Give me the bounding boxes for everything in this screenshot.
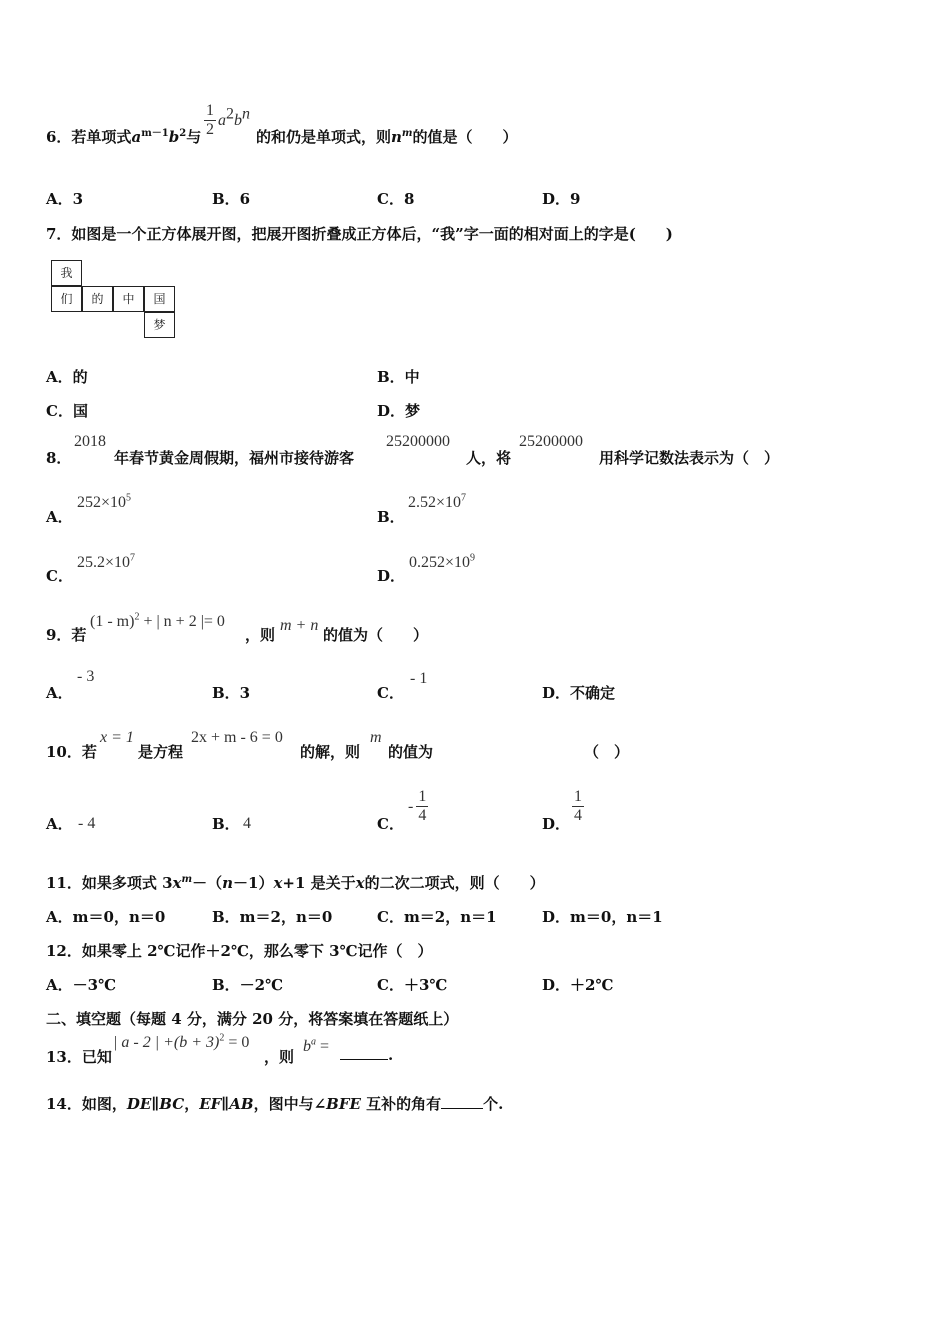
q10-option-b-value[interactable]: 4 bbox=[243, 815, 251, 832]
q9-expression: (1 - m)$^2$ + | n + 2 |= 0 bbox=[90, 611, 225, 630]
q6-stem: 6．若单项式$a^{m-1}b^2$与 bbox=[46, 128, 202, 146]
q7-option-b[interactable]: B．中 bbox=[377, 368, 420, 386]
q10-var: m bbox=[370, 729, 382, 746]
q12-option-c[interactable]: C．＋3℃ bbox=[377, 976, 448, 994]
q8-text-3: 用科学记数法表示为（ ） bbox=[599, 449, 780, 467]
q9-option-c-value[interactable]: - 1 bbox=[410, 670, 428, 687]
q6-stem-tail: 的和仍是单项式，则$n^m$的值是（ ） bbox=[256, 128, 518, 146]
q12-stem: 12．如果零上 2℃记作＋2℃，那么零下 3℃记作（ ） bbox=[46, 942, 433, 960]
q9-option-a-value[interactable]: - 3 bbox=[77, 668, 95, 685]
q8-year: 2018 bbox=[74, 433, 106, 450]
q8-option-a-value[interactable]: $252\times 10^5$ bbox=[77, 492, 132, 511]
q8-text-1: 年春节黄金周假期，福州市接待游客 bbox=[114, 449, 355, 467]
q8-option-d-label[interactable]: D． bbox=[377, 567, 406, 585]
q8-option-d-value[interactable]: $0.252\times 10^9$ bbox=[409, 552, 476, 571]
q14-answer-blank[interactable] bbox=[441, 1096, 483, 1109]
q10-option-b-label[interactable]: B． bbox=[212, 815, 240, 833]
q10-option-c-value[interactable]: - $\frac{1}{4}$ bbox=[408, 788, 427, 824]
q9-option-b[interactable]: B．3 bbox=[212, 684, 251, 702]
q10-option-d-label[interactable]: D． bbox=[542, 815, 571, 833]
q12-option-a[interactable]: A．－3℃ bbox=[46, 976, 117, 994]
q9-end: 的值为（ ） bbox=[323, 626, 429, 644]
cube-face-wo: 我 bbox=[51, 260, 82, 286]
q10-option-a-value[interactable]: - 4 bbox=[78, 815, 96, 832]
q8-option-c-value[interactable]: $25.2\times 10^7$ bbox=[77, 552, 136, 571]
q10-expression-2: 2x + m - 6 = 0 bbox=[191, 729, 283, 746]
section-title-fill-in: 二、填空题（每题 4 分，满分 20 分，将答案填在答题纸上） bbox=[46, 1010, 459, 1028]
q9-option-d[interactable]: D．不确定 bbox=[542, 684, 616, 702]
q10-option-c-label[interactable]: C． bbox=[377, 815, 404, 833]
q10-option-a-label[interactable]: A． bbox=[46, 815, 73, 833]
q13-answer-blank[interactable]: . bbox=[340, 1046, 393, 1064]
q14-stem: 14．如图，DE∥BC，EF∥AB，图中与∠BFE 互补的角有 个. bbox=[46, 1095, 504, 1113]
q11-option-c[interactable]: C．m＝2，n＝1 bbox=[377, 908, 497, 926]
q7-option-d[interactable]: D．梦 bbox=[377, 402, 421, 420]
q6-fraction: $\frac{1}{2}$ $a^2b^n$ bbox=[206, 102, 250, 138]
cube-face-guo: 国 bbox=[144, 286, 175, 312]
q9-mid: ，则 bbox=[245, 626, 276, 644]
q8-option-c-label[interactable]: C． bbox=[46, 567, 73, 585]
q9-number: 9．若 bbox=[46, 626, 87, 644]
cube-face-meng: 梦 bbox=[144, 312, 175, 338]
cube-face-de: 的 bbox=[82, 286, 113, 312]
q8-option-b-label[interactable]: B． bbox=[377, 508, 405, 526]
q11-option-a[interactable]: A．m＝0，n＝0 bbox=[46, 908, 166, 926]
q8-number: 8． bbox=[46, 449, 72, 467]
q11-option-b[interactable]: B．m＝2，n＝0 bbox=[212, 908, 333, 926]
q11-option-d[interactable]: D．m＝0，n＝1 bbox=[542, 908, 663, 926]
q13-number: 13．已知 bbox=[46, 1048, 112, 1066]
q10-number: 10．若 bbox=[46, 743, 97, 761]
q10-option-d-value[interactable]: $\frac{1}{4}$ bbox=[574, 788, 582, 824]
q7-stem: 7．如图是一个正方体展开图，把展开图折叠成正方体后，“我”字一面的相对面上的字是( ) bbox=[46, 225, 673, 243]
q6-option-c[interactable]: C．8 bbox=[377, 190, 415, 208]
cube-face-men: 们 bbox=[51, 286, 82, 312]
q12-option-b[interactable]: B．－2℃ bbox=[212, 976, 284, 994]
q6-option-a[interactable]: A．3 bbox=[46, 190, 84, 208]
q10-end: 的值为 bbox=[388, 743, 434, 761]
q8-option-b-value[interactable]: $2.52\times 10^7$ bbox=[408, 492, 467, 511]
q8-count: 25200000 bbox=[386, 433, 450, 450]
cube-face-zhong: 中 bbox=[113, 286, 144, 312]
q10-expression-1: x = 1 bbox=[100, 729, 134, 746]
q9-expression-2: m + n bbox=[280, 617, 319, 634]
q13-expression: | a - 2 | $+(b + 3)^2 = 0$ bbox=[113, 1032, 250, 1051]
q8-count-2: 25200000 bbox=[519, 433, 583, 450]
q7-option-c[interactable]: C．国 bbox=[46, 402, 88, 420]
q12-option-d[interactable]: D．＋2℃ bbox=[542, 976, 614, 994]
q13-power: $b^a$ = bbox=[303, 1036, 330, 1055]
q10-paren: （ ） bbox=[584, 743, 630, 761]
q9-option-a-label[interactable]: A． bbox=[46, 684, 73, 702]
q6-option-b[interactable]: B．6 bbox=[212, 190, 251, 208]
q6-number: 6．若单项式 bbox=[46, 128, 132, 146]
q13-mid: ，则 bbox=[264, 1048, 295, 1066]
q10-mid-1: 是方程 bbox=[138, 743, 184, 761]
q11-stem: 11．如果多项式 $3x^m-(n-1)x+1$ 是关于x的二次二项式，则（ ） bbox=[46, 874, 545, 892]
q10-mid-2: 的解，则 bbox=[300, 743, 361, 761]
q8-text-2: 人，将 bbox=[466, 449, 512, 467]
q7-option-a[interactable]: A．的 bbox=[46, 368, 88, 386]
q8-option-a-label[interactable]: A． bbox=[46, 508, 73, 526]
q6-option-d[interactable]: D．9 bbox=[542, 190, 581, 208]
q9-option-c-label[interactable]: C． bbox=[377, 684, 404, 702]
